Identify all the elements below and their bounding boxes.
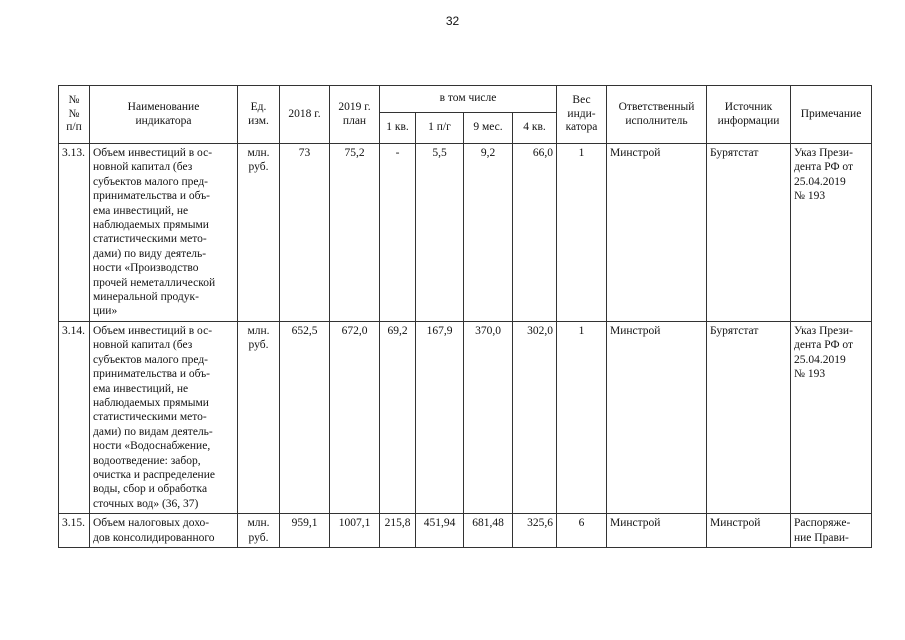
header-note: Примечание bbox=[791, 86, 872, 144]
header-q1: 1 кв. bbox=[380, 113, 416, 144]
header-responsible: Ответственный исполнитель bbox=[607, 86, 707, 144]
page-number: 32 bbox=[445, 14, 460, 28]
responsible-cell: Минстрой bbox=[607, 144, 707, 322]
responsible-cell: Минстрой bbox=[607, 321, 707, 513]
header-plan-2019: 2019 г. план bbox=[330, 86, 380, 144]
weight-cell: 1 bbox=[557, 321, 607, 513]
source-cell: Минстрой bbox=[707, 514, 791, 548]
value-h1: 5,5 bbox=[416, 144, 464, 322]
unit-cell: млн. руб. bbox=[238, 321, 280, 513]
value-q4: 325,6 bbox=[513, 514, 557, 548]
indicators-table bbox=[58, 85, 872, 548]
value-9m: 370,0 bbox=[464, 321, 513, 513]
header-weight: Вес инди- катора bbox=[557, 86, 607, 144]
table-row bbox=[59, 144, 872, 322]
responsible-cell: Минстрой bbox=[607, 514, 707, 548]
header-num: № № п/п bbox=[59, 86, 90, 144]
plan-2019: 1007,1 bbox=[330, 514, 380, 548]
row-num: 3.15. bbox=[59, 514, 90, 548]
note-cell: Указ Прези- дента РФ от 25.04.2019 № 193 bbox=[791, 321, 872, 513]
unit-cell: млн. руб. bbox=[238, 144, 280, 322]
plan-2019: 75,2 bbox=[330, 144, 380, 322]
value-q4: 66,0 bbox=[513, 144, 557, 322]
value-q1: 215,8 bbox=[380, 514, 416, 548]
header-unit: Ед. изм. bbox=[238, 86, 280, 144]
value-h1: 451,94 bbox=[416, 514, 464, 548]
header-2018: 2018 г. bbox=[280, 86, 330, 144]
header-name: Наименование индикатора bbox=[90, 86, 238, 144]
indicator-name: Объем инвестиций в ос- новной капитал (без субъектов малого пред- принимательства и объ- ема инвестиций, не наблюдаемых прямыми статистическими мето- дами) по видам деятель- ности «Водоснабжение, водоотведение: забор, очистка и распределение воды, сбор и обработка сточных вод» (36, 37) bbox=[90, 321, 238, 513]
plan-2019: 672,0 bbox=[330, 321, 380, 513]
value-2018: 73 bbox=[280, 144, 330, 322]
value-q4: 302,0 bbox=[513, 321, 557, 513]
value-q1: - bbox=[380, 144, 416, 322]
value-9m: 681,48 bbox=[464, 514, 513, 548]
indicator-name: Объем инвестиций в ос- новной капитал (без субъектов малого пред- принимательства и объ- ема инвестиций, не наблюдаемых прямыми статистическими мето- дами) по виду деятель- ности «Производство прочей неметаллической минеральной продук- ции» bbox=[90, 144, 238, 322]
header-q4: 4 кв. bbox=[513, 113, 557, 144]
header-9m: 9 мес. bbox=[464, 113, 513, 144]
unit-cell: млн. руб. bbox=[238, 514, 280, 548]
value-h1: 167,9 bbox=[416, 321, 464, 513]
value-q1: 69,2 bbox=[380, 321, 416, 513]
value-9m: 9,2 bbox=[464, 144, 513, 322]
value-2018: 652,5 bbox=[280, 321, 330, 513]
indicator-name: Объем налоговых дохо- дов консолидированного bbox=[90, 514, 238, 548]
note-cell: Распоряже- ние Прави- bbox=[791, 514, 872, 548]
note-cell: Указ Прези- дента РФ от 25.04.2019 № 193 bbox=[791, 144, 872, 322]
table-row bbox=[59, 514, 872, 548]
source-cell: Бурятстат bbox=[707, 144, 791, 322]
value-2018: 959,1 bbox=[280, 514, 330, 548]
header-h1: 1 п/г bbox=[416, 113, 464, 144]
row-num: 3.13. bbox=[59, 144, 90, 322]
header-including: в том числе bbox=[380, 86, 557, 113]
weight-cell: 1 bbox=[557, 144, 607, 322]
table-header bbox=[59, 86, 872, 144]
weight-cell: 6 bbox=[557, 514, 607, 548]
row-num: 3.14. bbox=[59, 321, 90, 513]
table-row bbox=[59, 321, 872, 513]
header-source: Источник информации bbox=[707, 86, 791, 144]
source-cell: Бурятстат bbox=[707, 321, 791, 513]
